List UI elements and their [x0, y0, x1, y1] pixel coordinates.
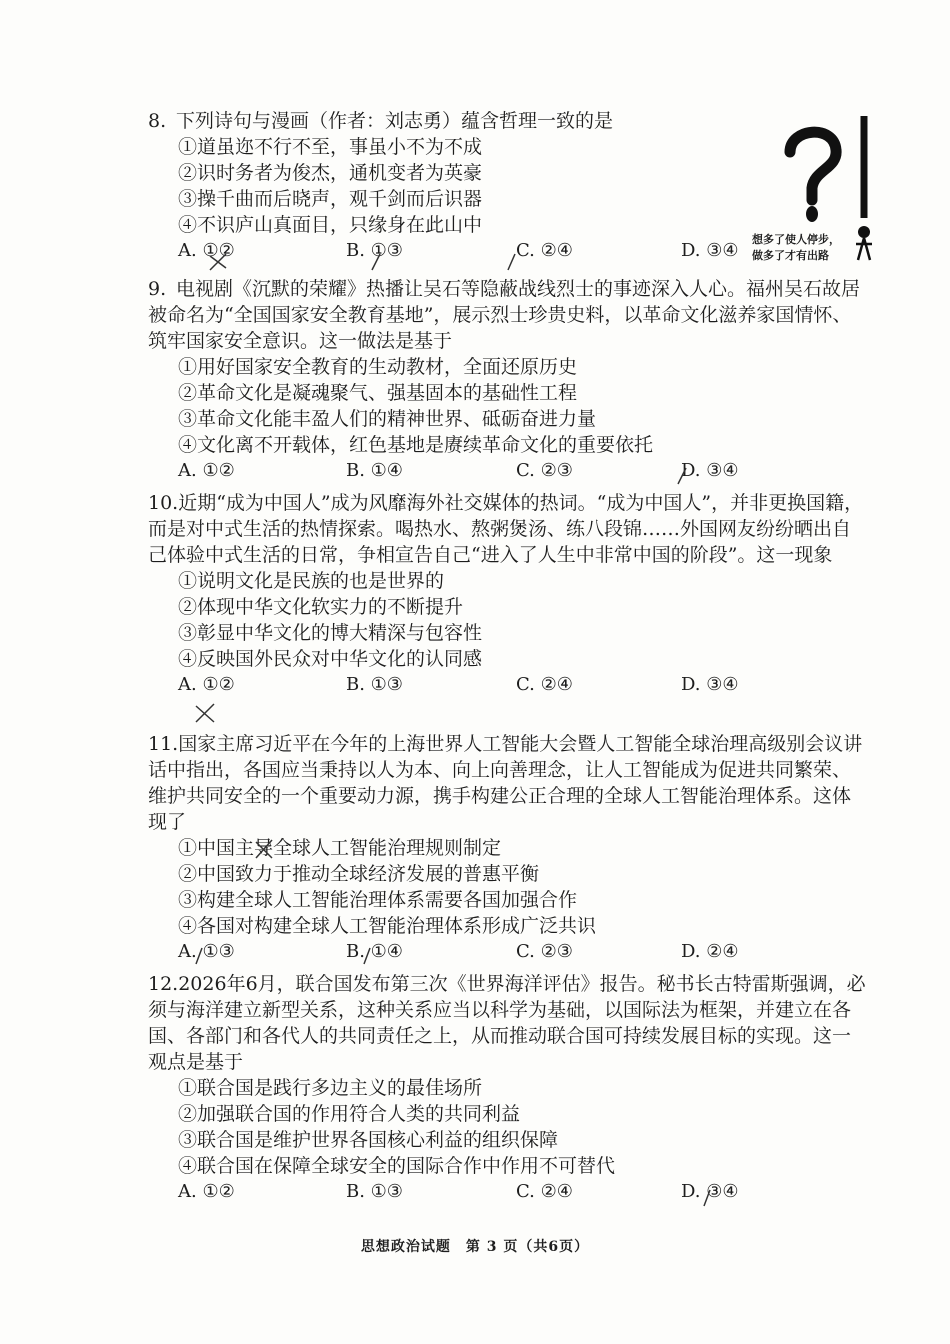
option-2: ②革命文化是凝魂聚气、强基固本的基础性工程 [178, 382, 578, 404]
option-2: ②中国致力于推动全球经济发展的普惠平衡 [178, 863, 540, 885]
choice-a: A. ①② [178, 240, 235, 261]
choice-b: B. ①③ [346, 1181, 403, 1202]
option-2: ②识时务者为俊杰，通机变者为英豪 [178, 162, 483, 184]
question-9 [148, 276, 868, 484]
option-4: ④各国对构建全球人工智能治理体系形成广泛共识 [178, 915, 597, 937]
choice-c: C. ②③ [516, 460, 573, 481]
cross-mark-icon [196, 704, 214, 722]
option-1: ①道虽迩不行不至，事虽小不为不成 [178, 136, 483, 158]
choice-a: A. ①③ [178, 941, 235, 962]
comic-caption [752, 232, 862, 264]
option-1: ①用好国家安全教育的生动教材，全面还原历史 [178, 356, 578, 378]
question-number: 12. [148, 973, 179, 995]
question-11 [148, 731, 868, 965]
question-number: 9. [148, 278, 167, 300]
answer-choices [148, 939, 868, 965]
question-stem: 国家主席习近平在今年的上海世界人工智能大会暨人工智能全球治理高级别会议讲话中指出，各国应当秉持以人为本、向上向善理念，让人工智能成为促进共同繁荣、维护共同安全的一个重要动力源，携手构建公正合理的全球人工智能治理体系。这体现了 [148, 733, 863, 833]
choice-a: A. ①② [178, 674, 235, 695]
choice-c: C. ②④ [516, 674, 573, 695]
choice-a: A. ①② [178, 460, 235, 481]
option-3: ③革命文化能丰盈人们的精神世界、砥砺奋进力量 [178, 408, 597, 430]
comic-caption-line-2: 做多了才有出路 [752, 249, 829, 262]
option-3: ③构建全球人工智能治理体系需要各国加强合作 [178, 889, 578, 911]
question-stem: 电视剧《沉默的荣耀》热播让吴石等隐蔽战线烈士的事迹深入人心。福州吴石故居被命名为“全国国家安全教育基地”，展示烈士珍贵史料，以革命文化滋养家国情怀、筑牢国家安全意识。这一做法是基于 [148, 278, 861, 352]
page-footer: 思想政治试题 第 3 页（共6页） [360, 1239, 590, 1255]
answer-choices [148, 238, 768, 264]
question-mark-icon [790, 132, 836, 200]
choice-b: B. ①④ [346, 941, 403, 962]
option-1: ①说明文化是民族的也是世界的 [178, 570, 445, 592]
option-2: ②体现中华文化软实力的不断提升 [178, 596, 464, 618]
option-2: ②加强联合国的作用符合人类的共同利益 [178, 1103, 521, 1125]
option-4: ④不识庐山真面目，只缘身在此山中 [178, 214, 483, 236]
option-3: ③联合国是维护世界各国核心利益的组织保障 [178, 1129, 559, 1151]
comic-caption-line-1: 想多了使人停步， [752, 233, 840, 246]
option-3: ③操千曲而后晓声，观千剑而后识器 [178, 188, 483, 210]
question-12 [148, 971, 868, 1205]
answer-choices [148, 458, 868, 484]
choice-b: B. ①④ [346, 460, 403, 481]
option-1: ①联合国是践行多边主义的最佳场所 [178, 1077, 483, 1099]
question-stem: 下列诗句与漫画（作者：刘志勇）蕴含哲理一致的是 [176, 110, 614, 132]
choice-c: C. ②③ [516, 941, 573, 962]
answer-choices [148, 672, 868, 698]
choice-b: B. ①③ [346, 240, 403, 261]
answer-choices [148, 1179, 868, 1205]
question-10 [148, 490, 868, 698]
option-4: ④联合国在保障全球安全的国际合作中作用不可替代 [178, 1155, 616, 1177]
question-stem: 2026年6月，联合国发布第三次《世界海洋评估》报告。秘书长古特雷斯强调，必须与海洋建立新型关系，这种关系应当以科学为基础，以国际法为框架，并建立在各国、各部门和各代人的共同责任之上，从而推动联合国可持续发展目标的实现。这一观点是基于 [148, 973, 866, 1073]
option-1: ①中国主导全球人工智能治理规则制定 [178, 837, 502, 859]
question-stem: 近期“成为中国人”成为风靡海外社交媒体的热词。“成为中国人”，并非更换国籍，而是对中式生活的热情探索。喝热水、熬粥煲汤、练八段锦……外国网友纷纷晒出自己体验中式生活的日常，争相宣告自己“进入了人生中非常中国的阶段”。这一现象 [148, 492, 864, 566]
question-number: 8. [148, 110, 167, 132]
option-3: ③彰显中华文化的博大精深与包容性 [178, 622, 483, 644]
question-number: 10. [148, 492, 179, 514]
option-4: ④反映国外民众对中华文化的认同感 [178, 648, 483, 670]
question-number: 11. [148, 733, 179, 755]
choice-d: D. ②④ [681, 941, 739, 962]
choice-d: D. ③④ [681, 240, 739, 261]
choice-d: D. ③④ [681, 674, 739, 695]
choice-b: B. ①③ [346, 674, 403, 695]
choice-c: C. ②④ [516, 1181, 573, 1202]
choice-d: D. ③④ [681, 1181, 739, 1202]
choice-d: D. ③④ [681, 460, 739, 481]
question-8 [148, 108, 768, 264]
choice-c: C. ②④ [516, 240, 573, 261]
choice-a: A. ①② [178, 1181, 235, 1202]
option-4: ④文化离不开载体，红色基地是赓续革命文化的重要依托 [178, 434, 654, 456]
